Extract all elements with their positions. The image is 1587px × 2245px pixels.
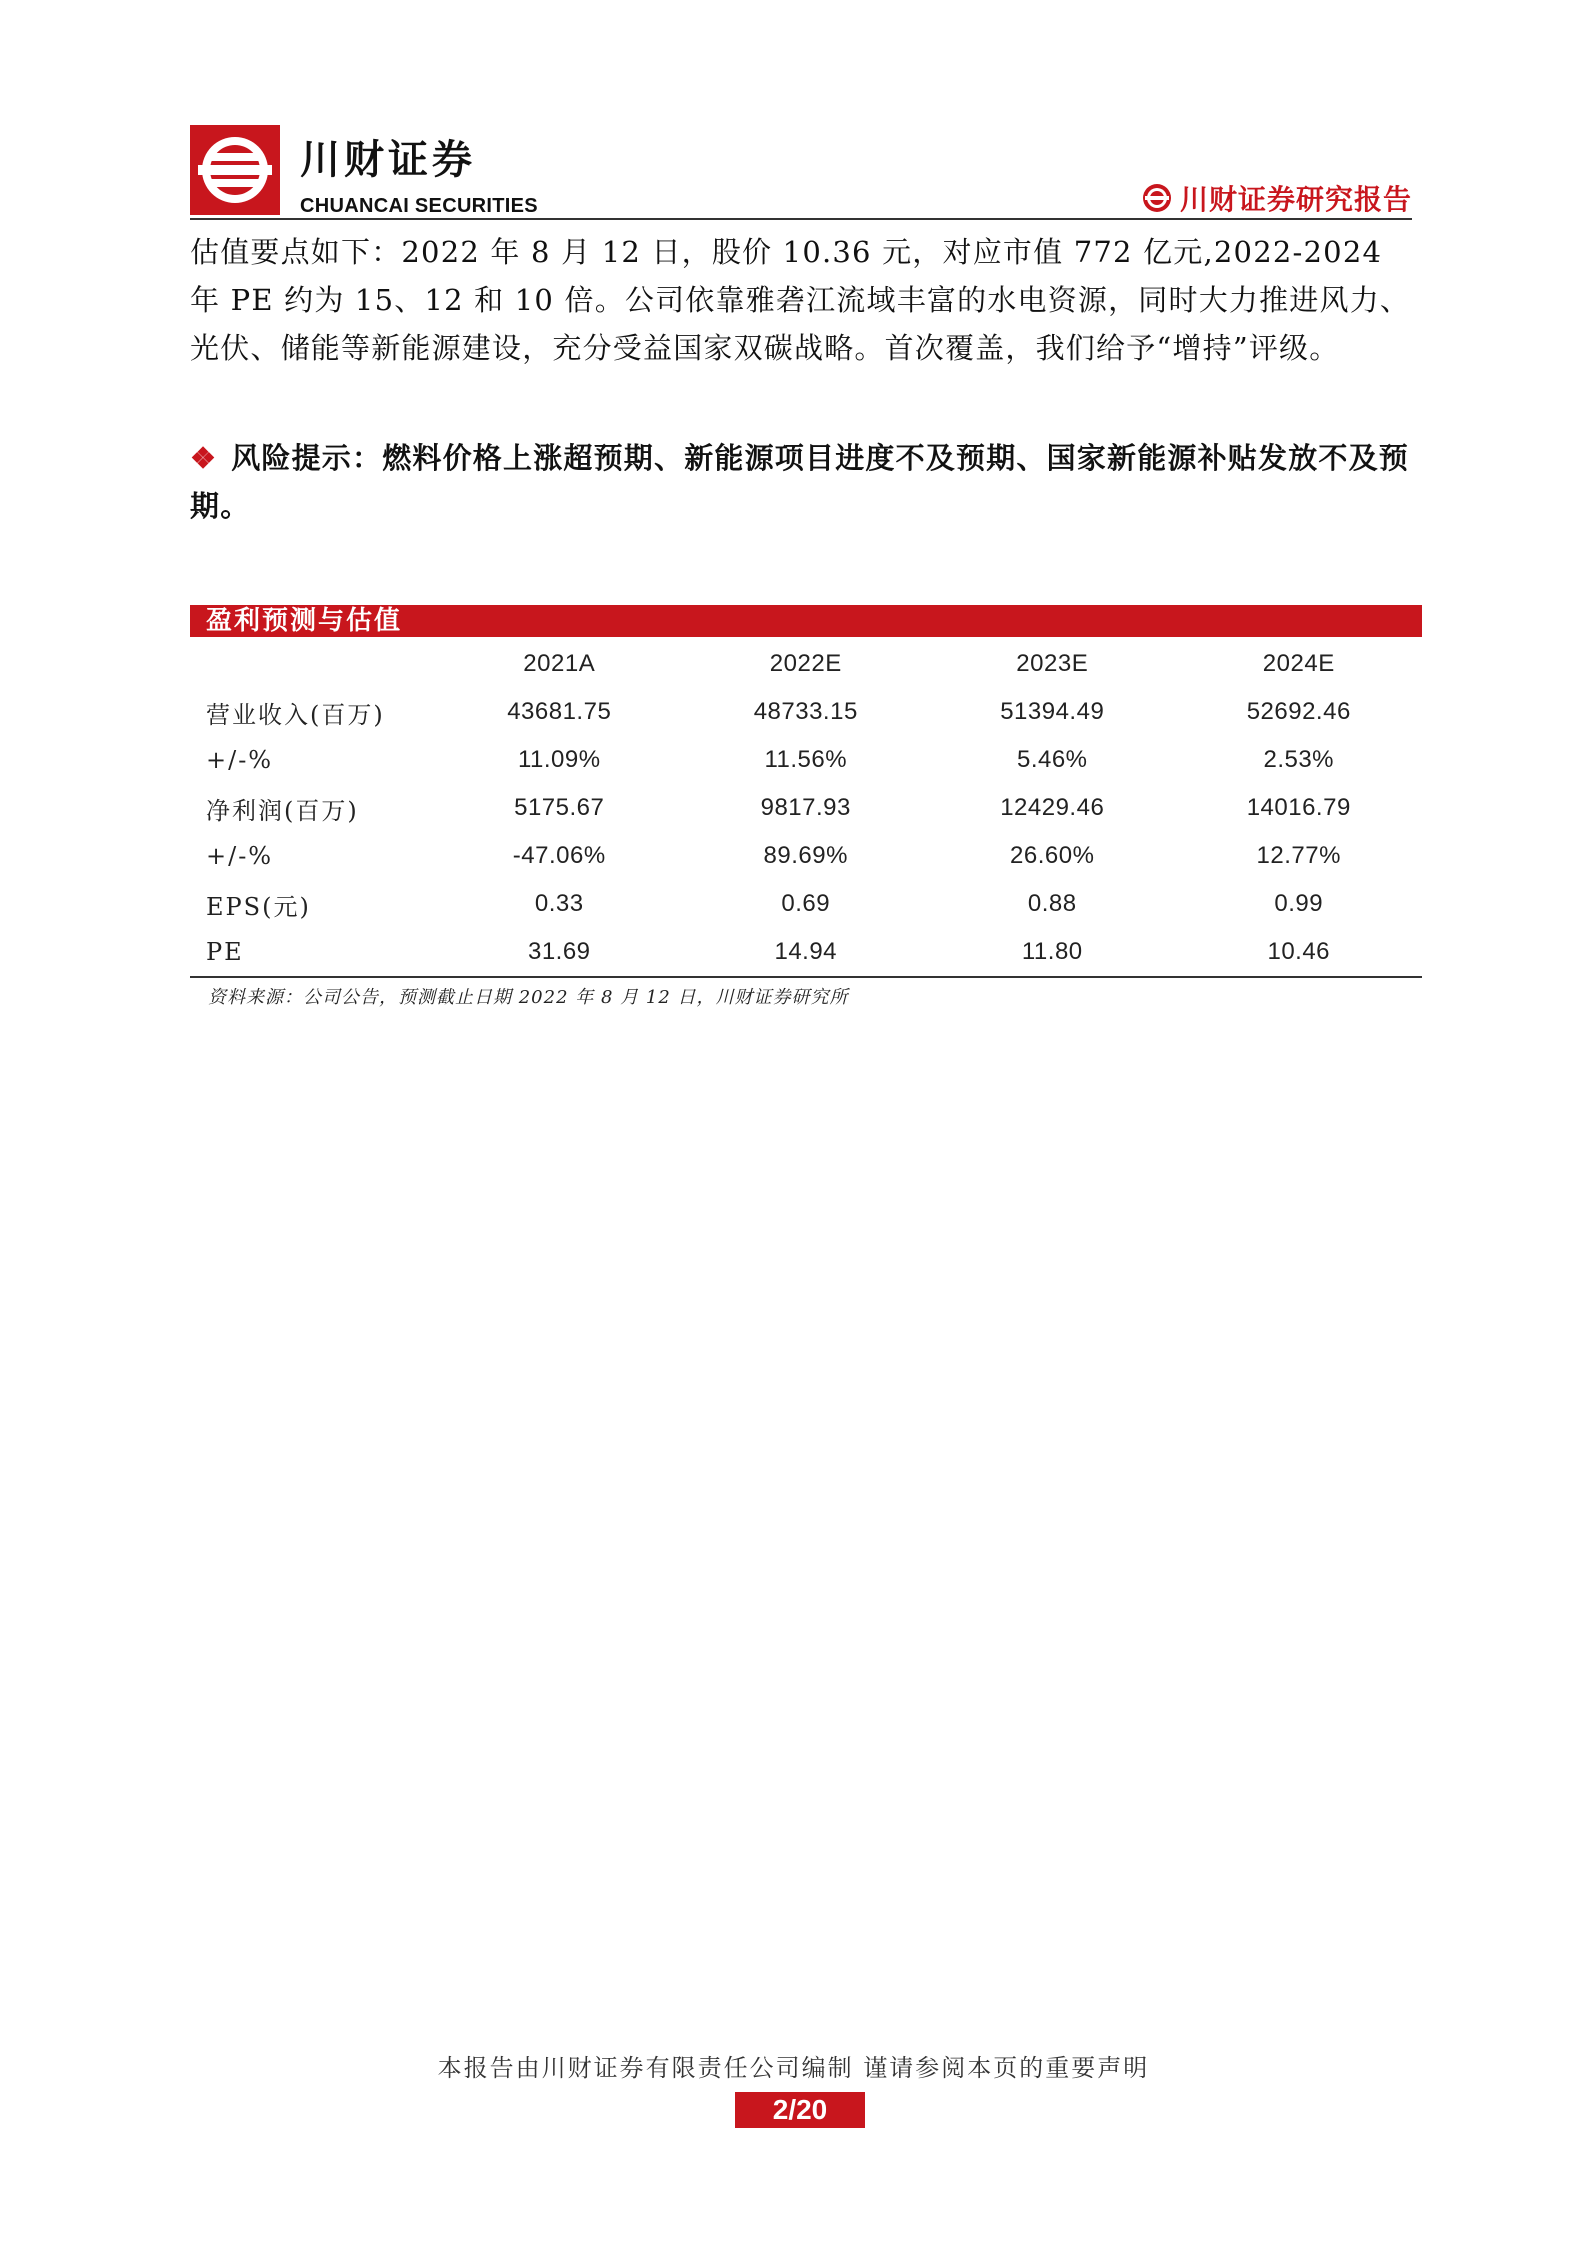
- table-cell: 5175.67: [514, 794, 605, 821]
- table-cell: 51394.49: [1000, 698, 1105, 725]
- report-tag-text: 川财证券研究报告: [1179, 183, 1412, 216]
- table-cell: 11.80: [929, 928, 1176, 977]
- table-source-note: 资料来源：公司公告，预测截止日期 2022 年 8 月 12 日，川财证券研究所: [208, 987, 849, 1008]
- row-label: EPS(元): [206, 892, 311, 921]
- row-label: PE: [190, 928, 436, 977]
- table-cell: 89.69%: [763, 842, 848, 869]
- table-cell: 9817.93: [760, 794, 851, 821]
- row-label: +/-%: [206, 842, 274, 870]
- diamond-bullet-icon: ❖: [190, 441, 218, 475]
- table-cell: 10.46: [1176, 928, 1423, 977]
- table-cell: 12.77%: [1256, 842, 1341, 869]
- table-cell: 43681.75: [507, 698, 612, 725]
- row-label: +/-%: [206, 746, 274, 774]
- mini-logo-icon: [1142, 183, 1172, 213]
- table-row: [190, 736, 1422, 784]
- table-cell: 2.53%: [1263, 746, 1335, 773]
- brand-name-en: CHUANCAI SECURITIES: [300, 195, 538, 217]
- page-number: 2/20: [735, 2092, 865, 2128]
- table-cell: 11.56%: [764, 746, 848, 773]
- table-cell: 48733.15: [753, 698, 858, 725]
- table-row: [190, 784, 1422, 832]
- table-cell: 0.33: [534, 890, 584, 917]
- table-row: [190, 688, 1422, 736]
- brand-name-cn: 川财证券: [300, 137, 476, 183]
- table-header-cell: 2021A: [523, 650, 596, 677]
- table-header-cell: 2023E: [1016, 650, 1089, 677]
- table-cell: 26.60%: [1010, 842, 1095, 869]
- table-row: [190, 880, 1422, 928]
- risk-warning: [190, 434, 1412, 530]
- valuation-paragraph: 估值要点如下：2022 年 8 月 12 日，股价 10.36 元，对应市值 772 亿元,2022-2024 年 PE 约为 15、12 和 10 倍。公司依靠雅砻江流域丰富的水电资源，同时大力推进风力、光伏、储能等新能源建设，充分受益国家双碳战略。首次覆盖，我们给予“增持”评级。: [190, 235, 1411, 365]
- table-cell: 5.46%: [1016, 746, 1088, 773]
- header-divider: [190, 218, 1412, 220]
- table-cell: 14016.79: [1246, 794, 1351, 821]
- table-cell: 12429.46: [1000, 794, 1105, 821]
- table-header-row: [190, 640, 1422, 688]
- company-logo: [190, 125, 280, 215]
- risk-text: 风险提示：燃料价格上涨超预期、新能源项目进度不及预期、国家新能源补贴发放不及预期。: [190, 441, 1410, 523]
- table-cell: 11.09%: [517, 746, 601, 773]
- table-header-cell: [190, 640, 436, 688]
- table-cell: 52692.46: [1246, 698, 1351, 725]
- table-title: 盈利预测与估值: [190, 605, 1422, 637]
- table-header-cell: 2024E: [1262, 650, 1335, 677]
- table-cell: -47.06%: [512, 842, 606, 869]
- report-tag: [1142, 178, 1412, 218]
- table-header-cell: 2022E: [769, 650, 842, 677]
- table-cell: 0.69: [781, 890, 831, 917]
- row-label: 净利润(百万): [206, 796, 359, 825]
- table-cell: 0.88: [1027, 890, 1077, 917]
- table-cell: 0.99: [1274, 890, 1324, 917]
- forecast-table: [190, 640, 1422, 978]
- table-row: [190, 928, 1422, 977]
- footer-disclaimer: 本报告由川财证券有限责任公司编制 谨请参阅本页的重要声明: [437, 2054, 1150, 2082]
- row-label: 营业收入(百万): [206, 700, 385, 729]
- table-cell: 31.69: [436, 928, 683, 977]
- table-row: [190, 832, 1422, 880]
- table-cell: 14.94: [683, 928, 930, 977]
